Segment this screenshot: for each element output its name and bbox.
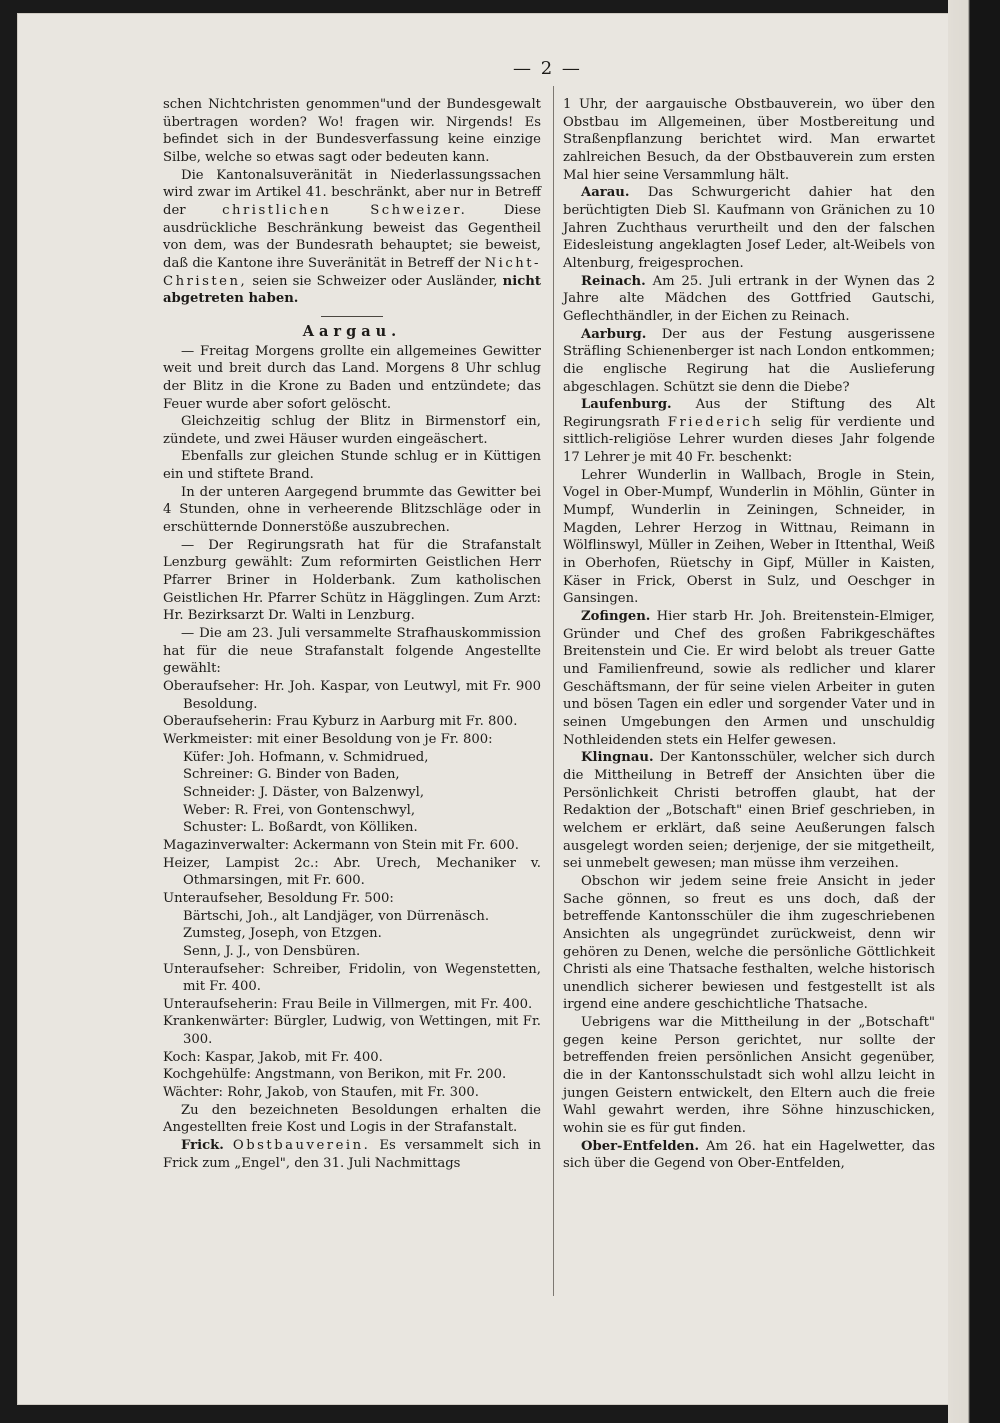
paragraph: Reinach. Am 25. Juli ertrank in der Wynen das 2 Jahre alte Mädchen des Gottfried Gautschi, Geflechthändler, in der Eichen zu Reinach. [563, 273, 935, 324]
section-heading: Aargau. [302, 322, 402, 340]
paragraph: — Freitag Morgens grollte ein allgemeines Gewitter weit und breit durch das Land. Morgens 8 Uhr schlug der Blitz in die Krone zu Baden und entzündete; das Feuer wurde aber sofort gelöscht. [163, 343, 541, 412]
staff-line: Oberaufseherin: Frau Kyburz in Aarburg mit Fr. 800. [163, 714, 518, 730]
paragraph: Frick. Obstbauverein. Es versammelt sich in Frick zum „Engel", den 31. Juli Nachmittags [163, 1138, 541, 1171]
staff-line: Bärtschi, Joh., alt Landjäger, von Dürrenäsch. [183, 908, 490, 924]
paragraph: Die Kantonalsuveränität in Niederlassungssachen wird zwar im Artikel 41. beschränkt, aber nur in Betreff der christlichen Schweizer. Diese ausdrückliche Beschränkung beweist das Gegentheil von dem, was der Bundesrath behauptet; sie beweist, daß die Kantone ihre Suveränität in Betreff der Nicht-Christen, seien sie Schweizer oder Ausländer, nicht abgetreten haben. [163, 167, 541, 307]
column-divider [553, 86, 554, 1296]
paragraph: Aarau. Das Schwurgericht dahier hat den berüchtigten Dieb Sl. Kaufmann von Gränichen zu 10 Jahren Zuchthaus verurtheilt und den der falschen Eidesleistung angeklagten Josef Leder, alt-Weibels von Altenburg, freigesprochen. [563, 185, 935, 271]
paragraph: Uebrigens war die Mittheilung in der „Botschaft" gegen keine Person gerichtet, nur sollte der betreffenden freien persönlichen Ansicht gegenüber, die in der Kantonsschulstadt sich wohl allzu leicht in jungen Geistern entwickelt, den Eltern auch die freie Wahl gewahrt werden, ihre Söhne hinzuschicken, wohin sie es für gut finden. [563, 1015, 935, 1137]
left-column [163, 96, 541, 1172]
paragraph: schen Nichtchristen genommen"und der Bundesgewalt übertragen worden? Wo! fragen wir. Nirgends! Es befindet sich in der Bundesverfassung keine einzige Silbe, welche so etwas sagt oder bedeuten kann. [163, 97, 541, 165]
paragraph: — Der Regirungsrath hat für die Strafanstalt Lenzburg gewählt: Zum reformirten Geistlichen Herr Pfarrer Briner in Holderbank. Zum katholischen Geistlichen Hr. Pfarrer Schütz in Hägglingen. Zum Arzt: Hr. Bezirksarzt Dr. Walti in Lenzburg. [163, 537, 541, 624]
paragraph: Laufenburg. Aus der Stiftung des Alt Regirungsrath Friederich selig für verdiente und sittlich-religiöse Lehrer wurden dieses Jahr folgende 17 Lehrer je mit 40 Fr. beschenkt: [563, 397, 935, 466]
paragraph: Lehrer Wunderlin in Wallbach, Brogle in Stein, Vogel in Ober-Mumpf, Wunderlin in Möhlin, Günter in Mumpf, Wunderlin in Zeiningen, Schneider, in Magden, Lehrer Herzog in Wittnau, Reimann in Wölflinswyl, Müller in Zeihen, Weber in Ittenthal, Weiß in Oberhofen, Rüetschy in Gipf, Müller in Kaisten, Käser in Frick, Oberst in Sulz, und Oeschger in Gansingen. [563, 467, 935, 607]
staff-line: Küfer: Joh. Hofmann, v. Schmidrued, [183, 749, 429, 765]
staff-line: Krankenwärter: Bürgler, Ludwig, von Wettingen, mit Fr. 300. [163, 1014, 541, 1048]
paragraph: Ebenfalls zur gleichen Stunde schlug er in Küttigen ein und stiftete Brand. [163, 449, 541, 483]
page-number: — 2 — [513, 58, 582, 79]
staff-line: Unteraufseherin: Frau Beile in Villmergen, mit Fr. 400. [163, 996, 533, 1012]
staff-line: Magazinverwalter: Ackermann von Stein mit Fr. 600. [163, 837, 519, 853]
staff-line: Unteraufseher, Besoldung Fr. 500: [163, 890, 394, 906]
paragraph: Zofingen. Hier starb Hr. Joh. Breitenstein-Elmiger, Gründer und Chef des großen Fabrikgeschäftes Breitenstein und Cie. Er wird belobt als treuer Gatte und Familienfreund, sowie als redlicher und klarer Geschäftsmann, der für seine vielen Arbeiter in guten und bösen Tagen ein edler und sorgender Vater und in seinen Umgebungen den Armen und unschuldig Nothleidenden stets ein Helfer gewesen. [563, 609, 935, 748]
staff-line: Kochgehülfe: Angstmann, von Berikon, mit Fr. 200. [163, 1067, 507, 1083]
section-rule [321, 316, 383, 317]
paragraph: Gleichzeitig schlug der Blitz in Birmenstorf ein, zündete, und zwei Häuser wurden eingeäschert. [163, 414, 541, 447]
staff-line: Unteraufseher: Schreiber, Fridolin, von Wegenstetten, mit Fr. 400. [163, 961, 541, 995]
staff-line: Heizer, Lampist 2c.: Abr. Urech, Mechaniker v. Othmarsingen, mit Fr. 600. [163, 855, 541, 889]
paragraph: 1 Uhr, der aargauische Obstbauverein, wo über den Obstbau im Allgemeinen, über Mostbereitung und Straßenpflanzung berichtet wird. Man erwartet zahlreichen Besuch, da der Obstbauverein zum ersten Mal hier seine Versammlung hält. [563, 97, 935, 183]
paragraph: Zu den bezeichneten Besoldungen erhalten die Angestellten freie Kost und Logis in der Strafanstalt. [163, 1102, 541, 1136]
next-page-edge [948, 0, 1000, 1423]
paragraph: Obschon wir jedem seine freie Ansicht in jeder Sache gönnen, so freut es uns doch, daß der betreffende Kantonsschüler die ihm zugeschriebenen Ansichten als ungegründet zurückweist, denn wir gehören zu Denen, welche die persönliche Göttlichkeit Christi als eine Thatsache festhalten, welche historisch unendlich sicherer bewiesen und festgestellt ist als irgend eine andere geschichtliche Thatsache. [563, 873, 935, 1013]
paragraph: — Die am 23. Juli versammelte Strafhauskommission hat für die neue Strafanstalt folgende Angestellte gewählt: [163, 626, 541, 677]
staff-line: Koch: Kaspar, Jakob, mit Fr. 400. [163, 1049, 383, 1065]
staff-line: Werkmeister: mit einer Besoldung von je Fr. 800: [163, 731, 493, 747]
paragraph: Aarburg. Der aus der Festung ausgerissene Sträfling Schienenberger ist nach London entkommen; die englische Regirung hat die Auslieferung abgeschlagen. Schützt sie denn die Diebe? [563, 326, 935, 395]
staff-line: Senn, J. J., von Densbüren. [183, 943, 361, 959]
paragraph: Ober-Entfelden. Am 26. hat ein Hagelwetter, das sich über die Gegend von Ober-Entfelden, [563, 1138, 935, 1172]
staff-line: Zumsteg, Joseph, von Etzgen. [183, 926, 382, 942]
newspaper-page [18, 14, 948, 1404]
paragraph: In der unteren Aargegend brummte das Gewitter bei 4 Stunden, ohne in verheerende Blitzschläge oder in erschütternde Donnerstöße auszubrechen. [163, 484, 541, 536]
staff-line: Weber: R. Frei, von Gontenschwyl, [183, 802, 416, 818]
paragraph: Klingnau. Der Kantonsschüler, welcher sich durch die Mittheilung in Betreff der Ansichten über die Persönlichkeit Christi betroffen glaubt, hat der Redaktion der „Botschaft" einen Brief geschrieben, in welchem er erklärt, daß seine Aeußerungen falsch ausgelegt worden seien; derjenige, der sie mitgetheilt, sei unmebelt gewesen; man müsse ihm verzeihen. [563, 750, 935, 872]
staff-line: Oberaufseher: Hr. Joh. Kaspar, von Leutwyl, mit Fr. 900 Besoldung. [163, 679, 541, 712]
right-column [563, 96, 935, 1173]
staff-line: Wächter: Rohr, Jakob, von Staufen, mit Fr. 300. [163, 1085, 479, 1101]
staff-line: Schuster: L. Boßardt, von Kölliken. [183, 820, 418, 836]
staff-line: Schneider: J. Däster, von Balzenwyl, [183, 784, 425, 800]
staff-line: Schreiner: G. Binder von Baden, [183, 767, 400, 783]
